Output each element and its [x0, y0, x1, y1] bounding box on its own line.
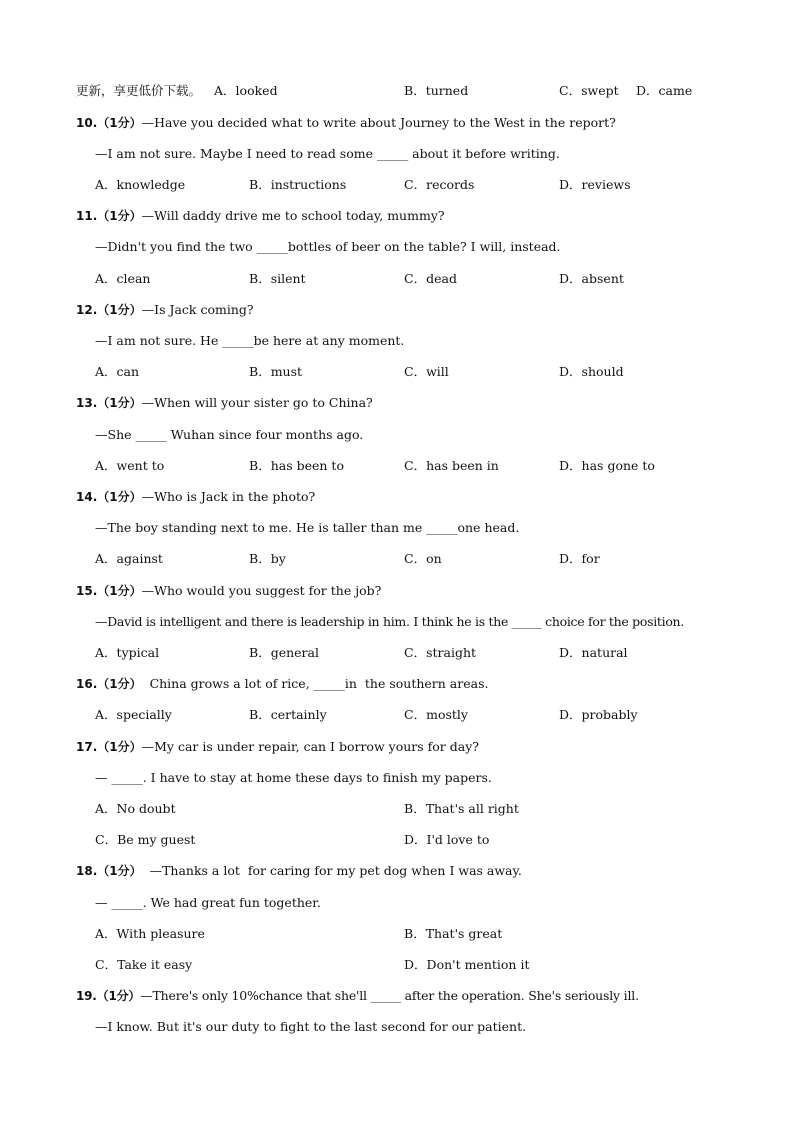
option-b: B．That's great	[404, 926, 503, 941]
question-reply: —David is intelligent and there is leadership in him. I think he is the _____ choice for the position.	[95, 614, 684, 629]
question-prompt: 15.（1分）—Who would you suggest for the job?	[76, 583, 382, 598]
option-d: D．has gone to	[559, 458, 655, 473]
question-prompt: 12.（1分）—Is Jack coming?	[76, 302, 254, 317]
question-prompt: 17.（1分）—My car is under repair, can I borrow yours for day?	[76, 739, 479, 754]
option-a: A．No doubt	[95, 801, 176, 816]
option-d: D．I'd love to	[404, 832, 490, 847]
option-b: B．certainly	[249, 707, 327, 722]
question-reply: —I know. But it's our duty to fight to the last second for our patient.	[95, 1019, 527, 1034]
option-b: B．instructions	[249, 177, 347, 192]
option-a: A．specially	[95, 707, 172, 722]
option-c: C．has been in	[404, 458, 499, 473]
option-d: D．reviews	[559, 177, 631, 192]
option-a: A．can	[95, 364, 140, 379]
option-a: A．against	[95, 551, 163, 566]
option-c: C．mostly	[404, 707, 468, 722]
option-c: C．on	[404, 551, 442, 566]
option-a: A．knowledge	[95, 177, 186, 192]
option-d: D．absent	[559, 271, 624, 286]
option-a: A．typical	[95, 645, 160, 660]
option-b: B．general	[249, 645, 319, 660]
option-d: D．Don't mention it	[404, 957, 530, 972]
question-prompt: 11.（1分）—Will daddy drive me to school today, mummy?	[76, 208, 445, 223]
question-reply: —I am not sure. Maybe I need to read some _____ about it before writing.	[95, 146, 560, 161]
option-c: C．Take it easy	[95, 957, 193, 972]
option-c: C．Be my guest	[95, 832, 196, 847]
question-prompt: 19.（1分）—There's only 10%chance that she'll _____ after the operation. She's seriously ill.	[76, 988, 639, 1003]
option-c: C．records	[404, 177, 475, 192]
option-b: B．That's all right	[404, 801, 519, 816]
question-reply: —She _____ Wuhan since four months ago.	[95, 427, 364, 442]
option-b: B．turned	[404, 83, 469, 98]
question-prompt: 10.（1分）—Have you decided what to write about Journey to the West in the report?	[76, 115, 616, 130]
option-d: D．probably	[559, 707, 638, 722]
question-reply: —I am not sure. He _____be here at any moment.	[95, 333, 405, 348]
option-a: A．clean	[95, 271, 151, 286]
option-d: D．should	[559, 364, 624, 379]
option-c: C．swept	[559, 83, 619, 98]
prev-question-stem-tail: 更新，享更低价下载。	[76, 83, 202, 98]
question-prompt: 14.（1分）—Who is Jack in the photo?	[76, 489, 316, 504]
option-b: B．must	[249, 364, 303, 379]
option-d: D．came	[636, 83, 693, 98]
question-prompt: 16.（1分） China grows a lot of rice, _____in the southern areas.	[76, 676, 489, 691]
option-a: A．looked	[214, 83, 278, 98]
option-a: A．With pleasure	[95, 926, 205, 941]
question-reply: — _____. I have to stay at home these days to finish my papers.	[95, 770, 492, 785]
option-a: A．went to	[95, 458, 165, 473]
question-reply: — _____. We had great fun together.	[95, 895, 321, 910]
option-c: C．straight	[404, 645, 477, 660]
option-c: C．will	[404, 364, 449, 379]
question-reply: —The boy standing next to me. He is taller than me _____one head.	[95, 520, 520, 535]
option-d: D．natural	[559, 645, 628, 660]
option-b: B．by	[249, 551, 286, 566]
question-prompt: 18.（1分） —Thanks a lot for caring for my pet dog when I was away.	[76, 863, 522, 878]
option-d: D．for	[559, 551, 600, 566]
question-reply: —Didn't you find the two _____bottles of beer on the table? I will, instead.	[95, 239, 561, 254]
option-c: C．dead	[404, 271, 457, 286]
option-b: B．silent	[249, 271, 306, 286]
option-b: B．has been to	[249, 458, 344, 473]
question-prompt: 13.（1分）—When will your sister go to China?	[76, 395, 373, 410]
